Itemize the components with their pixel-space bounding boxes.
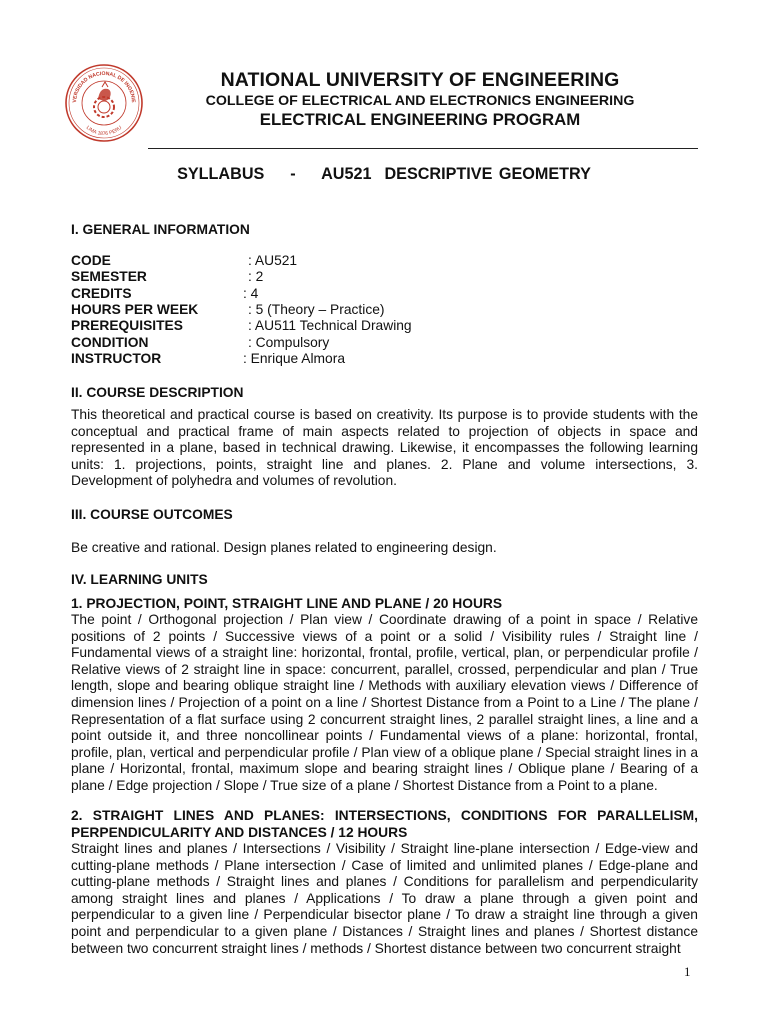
info-label: CONDITION <box>71 335 149 350</box>
program-name: ELECTRICAL ENGINEERING PROGRAM <box>259 110 581 129</box>
university-name: NATIONAL UNIVERSITY OF ENGINEERING <box>220 69 620 91</box>
unit-1-text: The point / Orthogonal projection / Plan view / Coordinate drawing of a point in space / Relative positions of 2 points / Successive views of a point or a solid / Visibility rules / Straight line / Fundamental views of a straight line: horizontal, frontal, profile, vertical, plan, or perpendicular profile / Relative views of 2 straight line in space: concurrent, parallel, crossed, perpendicular and plan / True length, slope and bearing oblique straight line / Methods with auxiliary elevation views / Difference of dimension lines / Projection of a point on a line / Shortest Distance from a Point to a Line / The plane / Representation of a flat surface using 2 concurrent straight lines, 2 parallel straight lines, a line and a point outside it, and three noncollinear points / Fundamental views of a plane: horizontal, frontal, profile, plan, vertical and perpendicular profile / Plan view of a oblique plane / Special straight lines in a plane / Horizontal, frontal, maximum slope and bearing straight lines / Oblique plane / Bearing of a plane / Edge projection / Slope / True size of a plane / Shortest Distance from a Point to a plane. <box>71 612 698 793</box>
info-row-code <box>71 253 691 270</box>
info-value: : 5 (Theory – Practice) <box>248 302 385 317</box>
page-number: 1 <box>684 964 691 979</box>
info-value: : Enrique Almora <box>243 351 345 366</box>
info-value: : 2 <box>248 269 264 284</box>
university-seal-logo <box>64 63 144 143</box>
learning-units-heading: IV. LEARNING UNITS <box>71 572 208 587</box>
syllabus-title: SYLLABUS - AU521 DESCRIPTIVE GEOMETRY <box>177 165 591 183</box>
info-row-credits <box>71 286 691 303</box>
course-description-text: This theoretical and practical course is based on creativity. Its purpose is to provide students with the conceptual and practical frame of main aspects related to projection of objects in space and represented in a plane, based in technical drawing. Likewise, it encompasses the following learning units: 1. projections, points, straight line and planes. 2. Plane and volume intersections, 3. Development of polyhedra and volumes of revolution. <box>71 407 698 489</box>
course-description-heading: II. COURSE DESCRIPTION <box>71 385 244 400</box>
general-information-heading: I. GENERAL INFORMATION <box>71 222 250 237</box>
info-row-condition <box>71 335 691 352</box>
unit-2-text: Straight lines and planes / Intersections / Visibility / Straight line-plane intersection / Edge-view and cutting-plane methods / Plane intersection / Case of limited and unlimited planes / Edge-plane and cutting-plane methods / Straight lines and planes / Conditions for parallelism and perpendicularity among straight lines and planes / Applications / To draw a plane through a given point and perpendicular to a given line / Perpendicular bisector plane / To draw a straight line through a given point and perpendicular to a given plane / Distances / Straight lines and planes / Shortest distance between two concurrent straight lines / methods / Shortest distance between two concurrent straight <box>71 841 698 956</box>
info-label: HOURS PER WEEK <box>71 302 199 317</box>
college-name: COLLEGE OF ELECTRICAL AND ELECTRONICS ENGINEERING <box>205 93 635 109</box>
info-row-semester <box>71 269 691 286</box>
info-label: CODE <box>71 253 111 268</box>
course-outcomes-heading: III. COURSE OUTCOMES <box>71 507 233 522</box>
info-label: CREDITS <box>71 286 132 301</box>
info-value: : AU521 <box>248 253 298 268</box>
info-row-instructor <box>71 351 691 368</box>
svg-text:LIMA 1876 PERU: LIMA 1876 PERU <box>84 124 124 138</box>
svg-text:UNIVERSIDAD NACIONAL DE INGENI: VERSIDAD NACIONAL DE INGENIE <box>71 70 137 103</box>
info-label: PREREQUISITES <box>71 318 183 333</box>
course-outcomes-text: Be creative and rational. Design planes related to engineering design. <box>71 540 497 555</box>
info-value: : AU511 Technical Drawing <box>248 318 412 333</box>
info-label: INSTRUCTOR <box>71 351 162 366</box>
header-divider <box>148 148 698 149</box>
info-value: : Compulsory <box>248 335 330 350</box>
unit-2-title: 2. STRAIGHT LINES AND PLANES: INTERSECTIONS, CONDITIONS FOR PARALLELISM, PERPENDICULARITY AND DISTANCES / 12 HOURS <box>71 808 698 840</box>
info-row-prerequisites <box>71 318 691 335</box>
info-row-hours-per-week <box>71 302 691 319</box>
info-label: SEMESTER <box>71 269 147 284</box>
info-value: : 4 <box>243 286 259 301</box>
unit-1-title: 1. PROJECTION, POINT, STRAIGHT LINE AND PLANE / 20 HOURS <box>71 596 503 611</box>
